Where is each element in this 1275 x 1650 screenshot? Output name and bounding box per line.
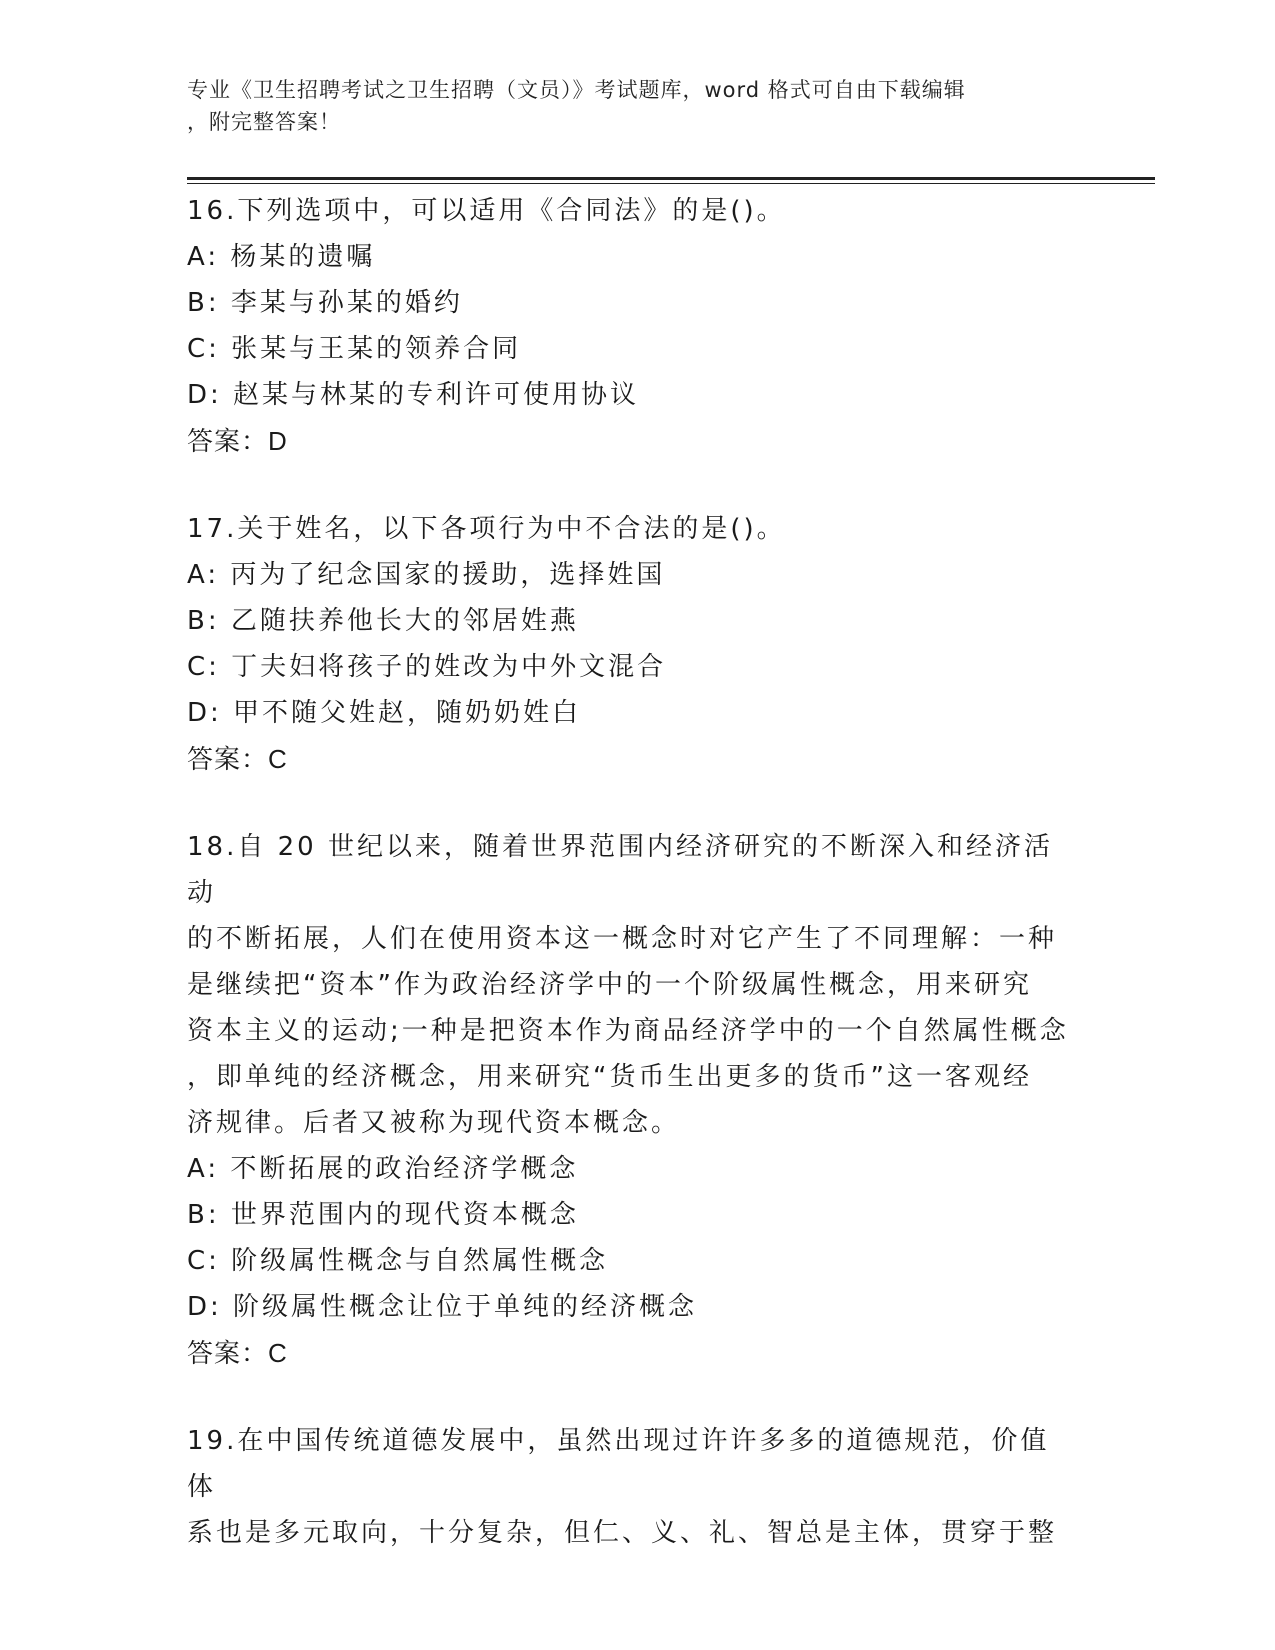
- question-18: [187, 824, 1077, 1376]
- question-stem-line: 资本主义的运动;一种是把资本作为商品经济学中的一个自然属性概念: [187, 1016, 1069, 1046]
- option-b: B: 世界范围内的现代资本概念: [187, 1200, 579, 1230]
- question-16: [187, 188, 1077, 464]
- question-stem-line: 19.在中国传统道德发展中，虽然出现过许许多多的道德规范，价值体: [187, 1426, 1050, 1502]
- option-b: B: 乙随扶养他长大的邻居姓燕: [187, 606, 579, 636]
- answer: 答案：D: [187, 426, 288, 456]
- header-rule-thin: [187, 183, 1155, 184]
- option-b: B: 李某与孙某的婚约: [187, 288, 463, 318]
- option-c: C: 丁夫妇将孩子的姓改为中外文混合: [187, 652, 667, 682]
- option-d: D: 赵某与林某的专利许可使用协议: [187, 380, 640, 410]
- option-d: D: 甲不随父姓赵，随奶奶姓白: [187, 698, 582, 728]
- header-note-line-2: ，附完整答案！: [187, 110, 341, 134]
- spacer: [187, 1376, 1077, 1418]
- spacer: [187, 782, 1077, 824]
- question-19: [187, 1418, 1077, 1556]
- spacer: [187, 464, 1077, 506]
- question-stem-line: 的不断拓展，人们在使用资本这一概念时对它产生了不同理解：一种: [187, 924, 1058, 954]
- header-rule-thick: [187, 177, 1155, 180]
- question-17: [187, 506, 1077, 782]
- option-a: A: 不断拓展的政治经济学概念: [187, 1154, 579, 1184]
- option-c: C: 阶级属性概念与自然属性概念: [187, 1246, 609, 1276]
- option-a: A: 杨某的遗嘱: [187, 242, 376, 272]
- question-stem: 16.下列选项中，可以适用《合同法》的是()。: [187, 196, 786, 226]
- option-a: A: 丙为了纪念国家的援助，选择姓国: [187, 560, 666, 590]
- question-stem-line: 济规律。后者又被称为现代资本概念。: [187, 1108, 681, 1138]
- answer: 答案：C: [187, 744, 288, 774]
- question-stem-line: 是继续把“资本”作为政治经济学中的一个阶级属性概念，用来研究: [187, 970, 1032, 1000]
- option-d: D: 阶级属性概念让位于单纯的经济概念: [187, 1292, 698, 1322]
- question-stem: 17.关于姓名，以下各项行为中不合法的是()。: [187, 514, 786, 544]
- header-note-line-1: 专业《卫生招聘考试之卫生招聘（文员）》考试题库，word 格式可自由下载编辑: [187, 78, 966, 102]
- question-stem-line: ，即单纯的经济概念，用来研究“货币生出更多的货币”这一客观经: [187, 1062, 1032, 1092]
- question-stem-line: 系也是多元取向，十分复杂，但仁、义、礼、智总是主体，贯穿于整: [187, 1518, 1058, 1548]
- question-list: [187, 188, 1077, 1556]
- answer: 答案：C: [187, 1338, 288, 1368]
- option-c: C: 张某与王某的领养合同: [187, 334, 522, 364]
- header-note: [187, 74, 1067, 138]
- question-stem-line: 18.自 20 世纪以来，随着世界范围内经济研究的不断深入和经济活动: [187, 832, 1053, 908]
